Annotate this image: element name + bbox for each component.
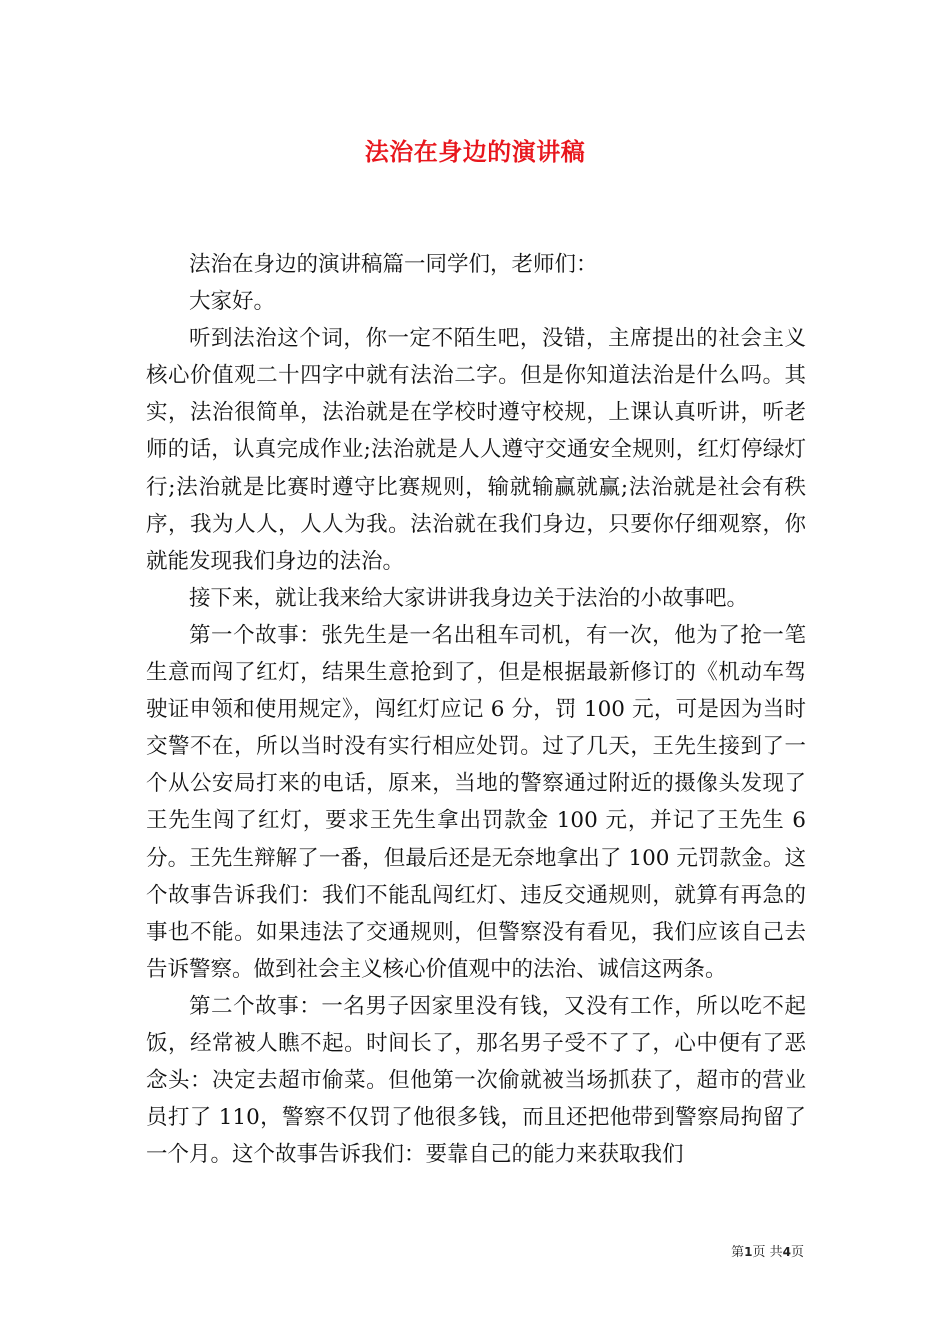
- paragraph-hello: 大家好。: [189, 289, 276, 315]
- paragraph-story-one: 第一个故事：张先生是一名出租车司机，有一次，他为了抢一笔生意而闯了红灯，结果生意抢到了，但是根据最新修订的《机动车驾驶证申领和使用规定》，闯红灯应记 6 分，罚 100 元，可是因为当时交警不在，所以当时没有实行相应处罚。过了几天，王先生接到了一个从公安局打来的电话，原来，当地的警察通过附近的摄像头发现了王先生闯了红灯，要求王先生拿出罚款金 100 元，并记了王先生 6 分。王先生辩解了一番，但最后还是无奈地拿出了 100 元罚款金。这个故事告诉我们：我们不能乱闯红灯、违反交通规则，就算有再急的事也不能。如果违法了交通规则，但警察没有看见，我们应该自己去告诉警察。做到社会主义核心价值观中的法治、诚信这两条。: [146, 622, 806, 982]
- footer-suffix: 页: [790, 1245, 804, 1260]
- page-footer: [731, 1241, 804, 1260]
- paragraph-greeting: 法治在身边的演讲稿篇一同学们，老师们：: [189, 252, 598, 277]
- document-body: [146, 246, 806, 1173]
- footer-prefix: 第: [731, 1245, 745, 1260]
- footer-total-pages: 4: [782, 1245, 791, 1259]
- paragraph-intro: 听到法治这个词，你一定不陌生吧，没错，主席提出的社会主义核心价值观二十四字中就有法治二字。但是你知道法治是什么吗。其实，法治很简单，法治就是在学校时遵守校规，上课认真听讲，听老师的话，认真完成作业;法治就是人人遵守交通安全规则，红灯停绿灯行;法治就是比赛时遵守比赛规则，输就输赢就赢;法治就是社会有秩序，我为人人，人人为我。法治就在我们身边，只要你仔细观察，你就能发现我们身边的法治。: [146, 326, 806, 574]
- paragraph-story-two: 第二个故事：一名男子因家里没有钱，又没有工作，所以吃不起饭，经常被人瞧不起。时间长了，那名男子受不了了，心中便有了恶念头：决定去超市偷菜。但他第一次偷就被当场抓获了，超市的营业员打了 110，警察不仅罚了他很多钱，而且还把他带到警察局拘留了一个月。这个故事告诉我们：要靠自己的能力来获取我们: [146, 993, 806, 1168]
- document-title: 法治在身边的演讲稿: [364, 137, 586, 166]
- footer-current-page: 1: [744, 1245, 753, 1259]
- paragraph-transition: 接下来，就让我来给大家讲讲我身边关于法治的小故事吧。: [189, 585, 749, 611]
- footer-middle: 页 共: [752, 1245, 783, 1260]
